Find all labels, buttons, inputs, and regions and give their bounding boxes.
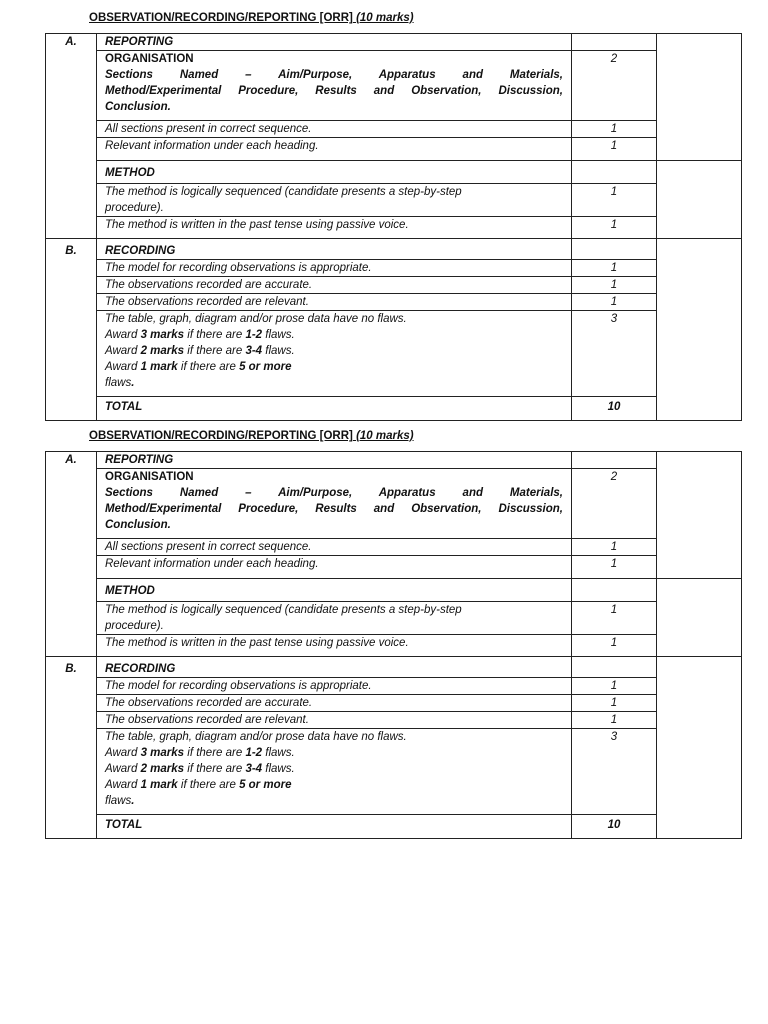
section-label: B. bbox=[46, 239, 97, 260]
organisation-line: Conclusion. bbox=[105, 101, 171, 113]
table-row bbox=[46, 635, 742, 657]
table-row bbox=[46, 34, 742, 51]
table-row bbox=[46, 712, 742, 729]
organisation-heading: ORGANISATION bbox=[105, 53, 194, 65]
mark-value: 3 bbox=[572, 729, 657, 815]
criterion-text bbox=[97, 729, 572, 815]
total-label: TOTAL bbox=[97, 397, 572, 421]
table-row bbox=[46, 121, 742, 138]
table-row bbox=[46, 311, 742, 397]
section-label: A. bbox=[46, 452, 97, 469]
mark-value: 1 bbox=[572, 635, 657, 657]
mark-value: 1 bbox=[572, 712, 657, 729]
mark-value: 1 bbox=[572, 121, 657, 138]
table-row bbox=[46, 729, 742, 815]
criterion-line: The table, graph, diagram and/or prose data have no flaws. bbox=[105, 313, 407, 325]
total-label: TOTAL bbox=[97, 815, 572, 839]
table-row bbox=[46, 695, 742, 712]
total-row bbox=[46, 815, 742, 839]
criterion-text bbox=[97, 311, 572, 397]
award-line: Award 2 marks if there are 3-4 flaws. bbox=[105, 345, 295, 357]
section-heading: RECORDING bbox=[97, 657, 572, 678]
total-row bbox=[46, 397, 742, 421]
mark-value: 3 bbox=[572, 311, 657, 397]
section-heading: RECORDING bbox=[97, 239, 572, 260]
table-row bbox=[46, 452, 742, 469]
table-row bbox=[46, 602, 742, 635]
mark-value: 1 bbox=[572, 294, 657, 311]
criterion-text: The method is written in the past tense using passive voice. bbox=[97, 217, 572, 239]
organisation-heading: ORGANISATION bbox=[105, 471, 194, 483]
method-heading: METHOD bbox=[97, 161, 572, 184]
total-marks: 10 bbox=[572, 815, 657, 839]
section-label: A. bbox=[46, 34, 97, 51]
rubric-title-text: OBSERVATION/RECORDING/REPORTING [ORR] bbox=[89, 430, 353, 442]
mark-value: 1 bbox=[572, 539, 657, 556]
rubric-title bbox=[89, 430, 414, 442]
criterion-line: procedure). bbox=[105, 202, 164, 214]
rubric-table bbox=[45, 451, 742, 839]
table-row bbox=[46, 657, 742, 678]
mark-value: 1 bbox=[572, 217, 657, 239]
organisation-line: Method/Experimental Procedure, Results and Observation, Discussion, bbox=[105, 503, 563, 515]
criterion-text: The model for recording observations is appropriate. bbox=[97, 260, 572, 277]
table-row bbox=[46, 579, 742, 602]
criterion-text bbox=[97, 184, 572, 217]
mark-value: 1 bbox=[572, 602, 657, 635]
criterion-text: The observations recorded are relevant. bbox=[97, 712, 572, 729]
mark-value: 1 bbox=[572, 556, 657, 579]
award-line: Award 3 marks if there are 1-2 flaws. bbox=[105, 329, 295, 341]
table-row bbox=[46, 184, 742, 217]
criterion-line: The table, graph, diagram and/or prose data have no flaws. bbox=[105, 731, 407, 743]
table-row bbox=[46, 294, 742, 311]
table-row bbox=[46, 239, 742, 260]
mark-value: 1 bbox=[572, 277, 657, 294]
table-row bbox=[46, 51, 742, 121]
criterion-text: The method is written in the past tense using passive voice. bbox=[97, 635, 572, 657]
mark-value: 1 bbox=[572, 138, 657, 161]
total-marks: 10 bbox=[572, 397, 657, 421]
section-heading: REPORTING bbox=[97, 452, 572, 469]
mark-value: 1 bbox=[572, 678, 657, 695]
rubric-title-marks: (10 marks) bbox=[356, 12, 414, 24]
criterion-line: The method is logically sequenced (candidate presents a step-by-step bbox=[105, 604, 462, 616]
criterion-text: All sections present in correct sequence. bbox=[97, 539, 572, 556]
award-line: Award 1 mark if there are 5 or more bbox=[105, 361, 292, 373]
criterion-text: All sections present in correct sequence. bbox=[97, 121, 572, 138]
rubric-title-text: OBSERVATION/RECORDING/REPORTING [ORR] bbox=[89, 12, 353, 24]
organisation-line: Method/Experimental Procedure, Results and Observation, Discussion, bbox=[105, 85, 563, 97]
mark-value: 2 bbox=[572, 51, 657, 121]
criterion-line: procedure). bbox=[105, 620, 164, 632]
section-label: B. bbox=[46, 657, 97, 678]
criterion-line: The method is logically sequenced (candidate presents a step-by-step bbox=[105, 186, 462, 198]
table-row bbox=[46, 138, 742, 161]
table-row bbox=[46, 277, 742, 294]
criterion-text bbox=[97, 602, 572, 635]
mark-value: 1 bbox=[572, 184, 657, 217]
award-line: flaws. bbox=[105, 377, 135, 389]
mark-value: 2 bbox=[572, 469, 657, 539]
section-heading: REPORTING bbox=[97, 34, 572, 51]
rubric-table bbox=[45, 33, 742, 421]
table-row bbox=[46, 539, 742, 556]
rubric-title bbox=[89, 12, 414, 24]
rubric-title-marks: (10 marks) bbox=[356, 430, 414, 442]
criterion-text: Relevant information under each heading. bbox=[97, 138, 572, 161]
mark-value: 1 bbox=[572, 260, 657, 277]
organisation-criterion bbox=[97, 469, 572, 539]
table-row bbox=[46, 556, 742, 579]
criterion-text: The observations recorded are accurate. bbox=[97, 695, 572, 712]
criterion-text: The observations recorded are accurate. bbox=[97, 277, 572, 294]
organisation-criterion bbox=[97, 51, 572, 121]
table-row bbox=[46, 469, 742, 539]
criterion-text: Relevant information under each heading. bbox=[97, 556, 572, 579]
organisation-line: Sections Named – Aim/Purpose, Apparatus and Materials, bbox=[105, 487, 563, 499]
mark-value: 1 bbox=[572, 695, 657, 712]
table-row bbox=[46, 678, 742, 695]
criterion-text: The observations recorded are relevant. bbox=[97, 294, 572, 311]
criterion-text: The model for recording observations is appropriate. bbox=[97, 678, 572, 695]
award-line: Award 1 mark if there are 5 or more bbox=[105, 779, 292, 791]
award-line: Award 3 marks if there are 1-2 flaws. bbox=[105, 747, 295, 759]
award-line: flaws. bbox=[105, 795, 135, 807]
organisation-line: Conclusion. bbox=[105, 519, 171, 531]
organisation-line: Sections Named – Aim/Purpose, Apparatus and Materials, bbox=[105, 69, 563, 81]
table-row bbox=[46, 161, 742, 184]
award-line: Award 2 marks if there are 3-4 flaws. bbox=[105, 763, 295, 775]
table-row bbox=[46, 260, 742, 277]
method-heading: METHOD bbox=[97, 579, 572, 602]
table-row bbox=[46, 217, 742, 239]
